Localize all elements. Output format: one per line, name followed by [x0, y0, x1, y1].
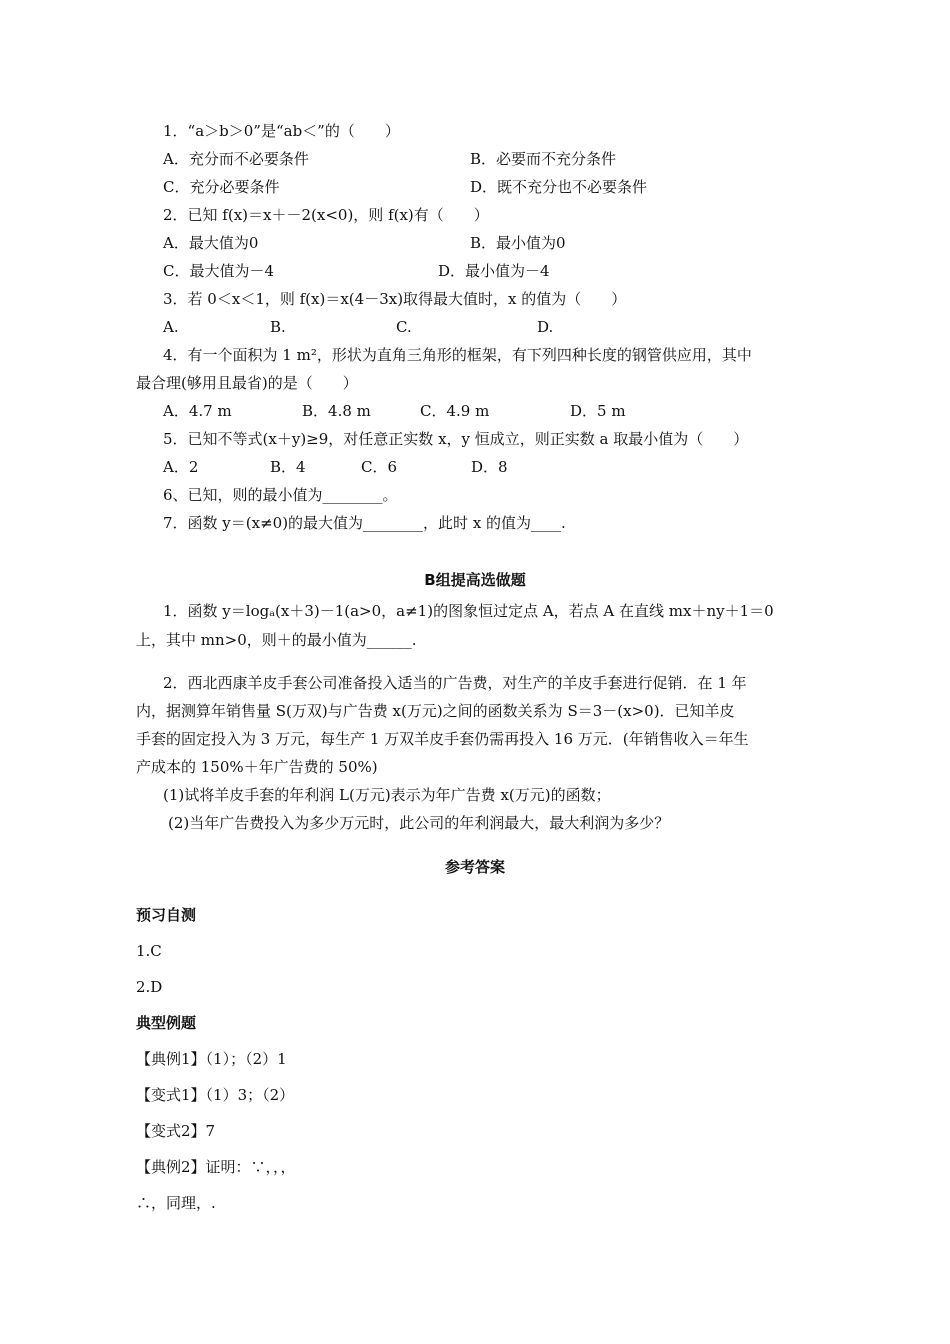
b-q2-sub2: (2)当年广告费投入为多少万元时，此公司的年利润最大，最大利润为多少？: [168, 814, 670, 832]
q4-stem-line1: 4．有一个面积为 1 m²，形状为直角三角形的框架，有下列四种长度的钢管供应用，其中: [163, 346, 752, 364]
b-q2-sub1: (1)试将羊皮手套的年利润 L(万元)表示为年广告费 x(万元)的函数；: [163, 786, 611, 804]
b-q2-line1: 2．西北西康羊皮手套公司准备投入适当的广告费，对生产的羊皮手套进行促销．在 1 年: [163, 674, 747, 692]
example-1-answer: 【典例1】（1）；（2）1: [136, 1050, 287, 1068]
q5-option-a: A．2: [163, 458, 199, 476]
b-q1-line2: 上，其中 mn>0，则＋的最小值为______.: [136, 631, 417, 649]
q5-option-d: D．8: [471, 458, 508, 476]
q5-option-c: C．6: [361, 458, 398, 476]
q6-stem: 6、已知，则的最小值为________。: [163, 486, 398, 504]
q3-option-a: A.: [163, 318, 179, 336]
answers-title: 参考答案: [444, 858, 505, 876]
q3-option-b: B.: [270, 318, 286, 336]
q4-stem-line2: 最合理(够用且最省)的是（ ）: [136, 374, 358, 392]
q1-option-c: C．充分必要条件: [163, 178, 280, 196]
q2-stem: 2．已知 f(x)＝x＋－2(x<0)，则 f(x)有（ ）: [163, 206, 489, 224]
q4-option-d: D．5 m: [570, 402, 626, 420]
example-2-answer: 【典例2】证明：∵，，，: [136, 1158, 296, 1176]
q4-option-c: C．4.9 m: [420, 402, 490, 420]
b-q2-line4: 产成本的 150%＋年广告费的 50%): [136, 758, 378, 776]
b-q1-line1: 1．函数 y＝logₐ(x＋3)－1(a>0，a≠1)的图象恒过定点 A，若点 A 在直线 mx＋ny＋1＝0: [163, 602, 774, 620]
q1-option-b: B．必要而不充分条件: [470, 150, 617, 168]
q2-option-c: C．最大值为－4: [163, 262, 275, 280]
q2-option-b: B．最小值为0: [470, 234, 566, 252]
q1-option-d: D．既不充分也不必要条件: [470, 178, 648, 196]
q4-option-a: A．4.7 m: [163, 402, 232, 420]
b-section-title: B组提高选做题: [424, 571, 526, 589]
variant-1-answer: 【变式1】（1）3；（2）: [136, 1086, 295, 1104]
q4-option-b: B．4.8 m: [302, 402, 371, 420]
answer-2: 2.D: [136, 978, 163, 996]
q5-option-b: B．4: [270, 458, 306, 476]
q5-stem: 5．已知不等式(x＋y)≥9，对任意正实数 x，y 恒成立，则正实数 a 取最小值为（ ）: [163, 430, 749, 448]
example-2-continuation: ∴，同理，.: [136, 1194, 216, 1212]
q7-stem: 7．函数 y＝(x≠0)的最大值为________，此时 x 的值为____.: [163, 514, 566, 532]
q2-option-a: A．最大值为0: [163, 234, 259, 252]
q3-option-c: C.: [396, 318, 412, 336]
b-q2-line2: 内，据测算年销售量 S(万双)与广告费 x(万元)之间的函数关系为 S＝3－(x>0)．已知羊皮: [136, 702, 735, 720]
q2-option-d: D．最小值为－4: [438, 262, 550, 280]
q1-stem: 1．“a＞b＞0”是“ab＜”的（ ）: [163, 122, 400, 140]
answer-1: 1.C: [136, 942, 162, 960]
q3-stem: 3．若 0＜x＜1，则 f(x)＝x(4－3x)取得最大值时，x 的值为（ ）: [163, 290, 627, 308]
preview-title: 预习自测: [136, 906, 197, 924]
variant-2-answer: 【变式2】7: [136, 1122, 216, 1140]
q3-option-d: D.: [537, 318, 554, 336]
examples-title: 典型例题: [136, 1014, 197, 1032]
q1-option-a: A．充分而不必要条件: [163, 150, 309, 168]
b-q2-line3: 手套的固定投入为 3 万元，每生产 1 万双羊皮手套仍需再投入 16 万元．(年销售收入＝年生: [136, 730, 749, 748]
